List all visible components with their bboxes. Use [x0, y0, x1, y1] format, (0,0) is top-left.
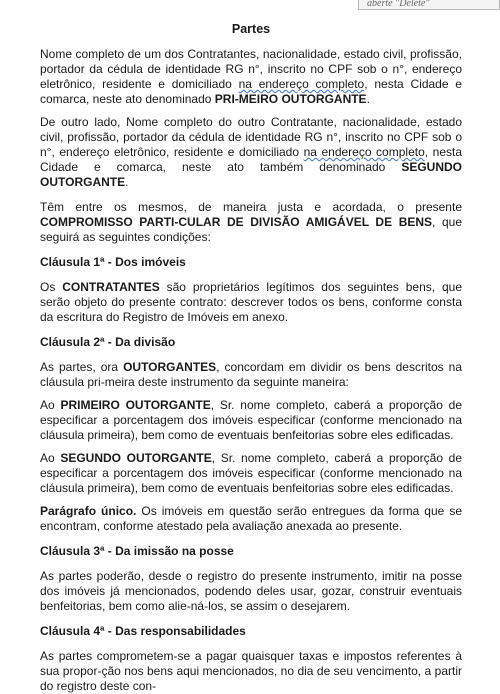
text-run: são proprietários legítimos dos seguintes bens, que serão objeto do presente contrato: descrever todos os bens, conforme consta da escritura do Registro de Imóveis em anexo. — [40, 280, 462, 324]
text-run: , Sr. nome completo, caberá a proporção de especificar a porcentagem dos imóveis especificar (conforme mencionado na cláusula primeira), bem como de eventuais benfeitorias sobre eles edificadas. — [40, 398, 463, 442]
clause-2-text — [40, 360, 462, 390]
clause-title: - Das responsabilidades — [104, 624, 246, 638]
comment-box: aberte "Delete" — [358, 0, 500, 10]
clause-number: Cláusula 3ª — [40, 544, 105, 558]
paragraph-unico — [40, 504, 462, 534]
bold-term: OUTORGANTES — [123, 360, 217, 374]
clause-number: Cláusula 1ª — [40, 255, 105, 269]
bold-term: SEGUNDO OUTORGANTE — [60, 451, 212, 465]
address-link-text: na endereço completo — [303, 145, 425, 159]
clause-4-heading — [40, 624, 462, 639]
paragraph-compromisso — [40, 200, 462, 245]
clause-title: - Da imissão na posse — [104, 544, 234, 558]
text-run: Têm entre os mesmos, de maneira justa e acordada, o presente — [40, 200, 462, 214]
bold-term: CONTRATANTES — [62, 280, 160, 294]
clause-number: Cláusula 2ª — [40, 335, 105, 349]
clause-3-text: As partes poderão, desde o registro do presente instrumento, imitir na posse dos imóveis já mencionados, podendo deles usar, gozar, construir eventuais benfeitorias, bem como alie-ná-los, se assim o desejarem. — [40, 569, 462, 613]
text-run: , nesta Cidade e comarca, neste ato denominado — [40, 77, 462, 106]
text-run: , nesta Cidade e comarca, neste ato também denominado — [40, 145, 463, 174]
paragraph-segundo-share — [40, 451, 462, 496]
text-run: As partes, ora — [40, 360, 124, 374]
text-run: Os — [40, 280, 63, 294]
text-run: Os imóveis em questão serão entregues da forma que se encontram, conforme atestado pela avaliação anexada ao presente. — [40, 504, 462, 533]
text-run: . — [125, 175, 129, 189]
clause-1-heading — [40, 255, 462, 270]
clause-title: - Da divisão — [104, 335, 176, 349]
bold-term: COMPROMISSO PARTI-CULAR DE DIVISÃO AMIGÁVEL DE BENS — [40, 215, 433, 229]
text-run: De outro lado, Nome completo do outro Contratante, nacionalidade, estado civil, profissão, portador da cédula de identidade RG n°, inscrito no CPF sob o n°, endereço eletrônico, residente e domiciliado — [40, 115, 462, 159]
paragraph-primeiro-share — [40, 398, 462, 443]
text-run: , Sr. nome completo, caberá a proporção de especificar a porcentagem dos imóveis especificar (conforme mencionado na cláusula primeira), bem como de eventuais benfeitorias sobre eles edificadas. — [40, 451, 463, 495]
text-run: , que seguirá as seguintes condições: — [40, 215, 462, 244]
document-page — [40, 0, 462, 694]
bold-term: PRI-MEIRO OUTORGANTE — [214, 92, 367, 106]
clause-2-heading — [40, 335, 462, 350]
page-title: Partes — [231, 22, 271, 36]
paragraph-segundo-outorgante — [40, 115, 462, 190]
clause-title: - Dos imóveis — [104, 255, 186, 269]
bold-term: SEGUNDO OUTORGANTE — [40, 160, 462, 189]
clause-number: Cláusula 4ª — [40, 624, 105, 638]
clause-1-text — [40, 280, 462, 325]
text-run: Nome completo de um dos Contratantes, nacionalidade, estado civil, profissão, portador da cédula de identidade RG n°, inscrito no CPF sob o n°, endereço eletrônico, residente e domiciliado — [40, 47, 462, 91]
clause-3-heading — [40, 544, 462, 559]
text-run: Ao — [40, 398, 61, 412]
clause-4-text: As partes comprometem-se a pagar quaisquer taxas e impostos referentes à sua propor-ção nos bens aqui mencionados, no dia de seu vencimento, a partir do registro deste con- — [40, 649, 462, 693]
text-run: Ao — [40, 451, 61, 465]
bold-term: Parágrafo único. — [40, 504, 137, 518]
text-run: , concordam em dividir os bens descritos na cláusula pri-meira deste instrumento da seguinte maneira: — [40, 360, 462, 389]
text-run: . — [366, 92, 370, 106]
paragraph-primeiro-outorgante — [40, 47, 462, 107]
bold-term: PRIMEIRO OUTORGANTE — [60, 398, 211, 412]
address-link-text: na endereço completo — [238, 77, 365, 91]
